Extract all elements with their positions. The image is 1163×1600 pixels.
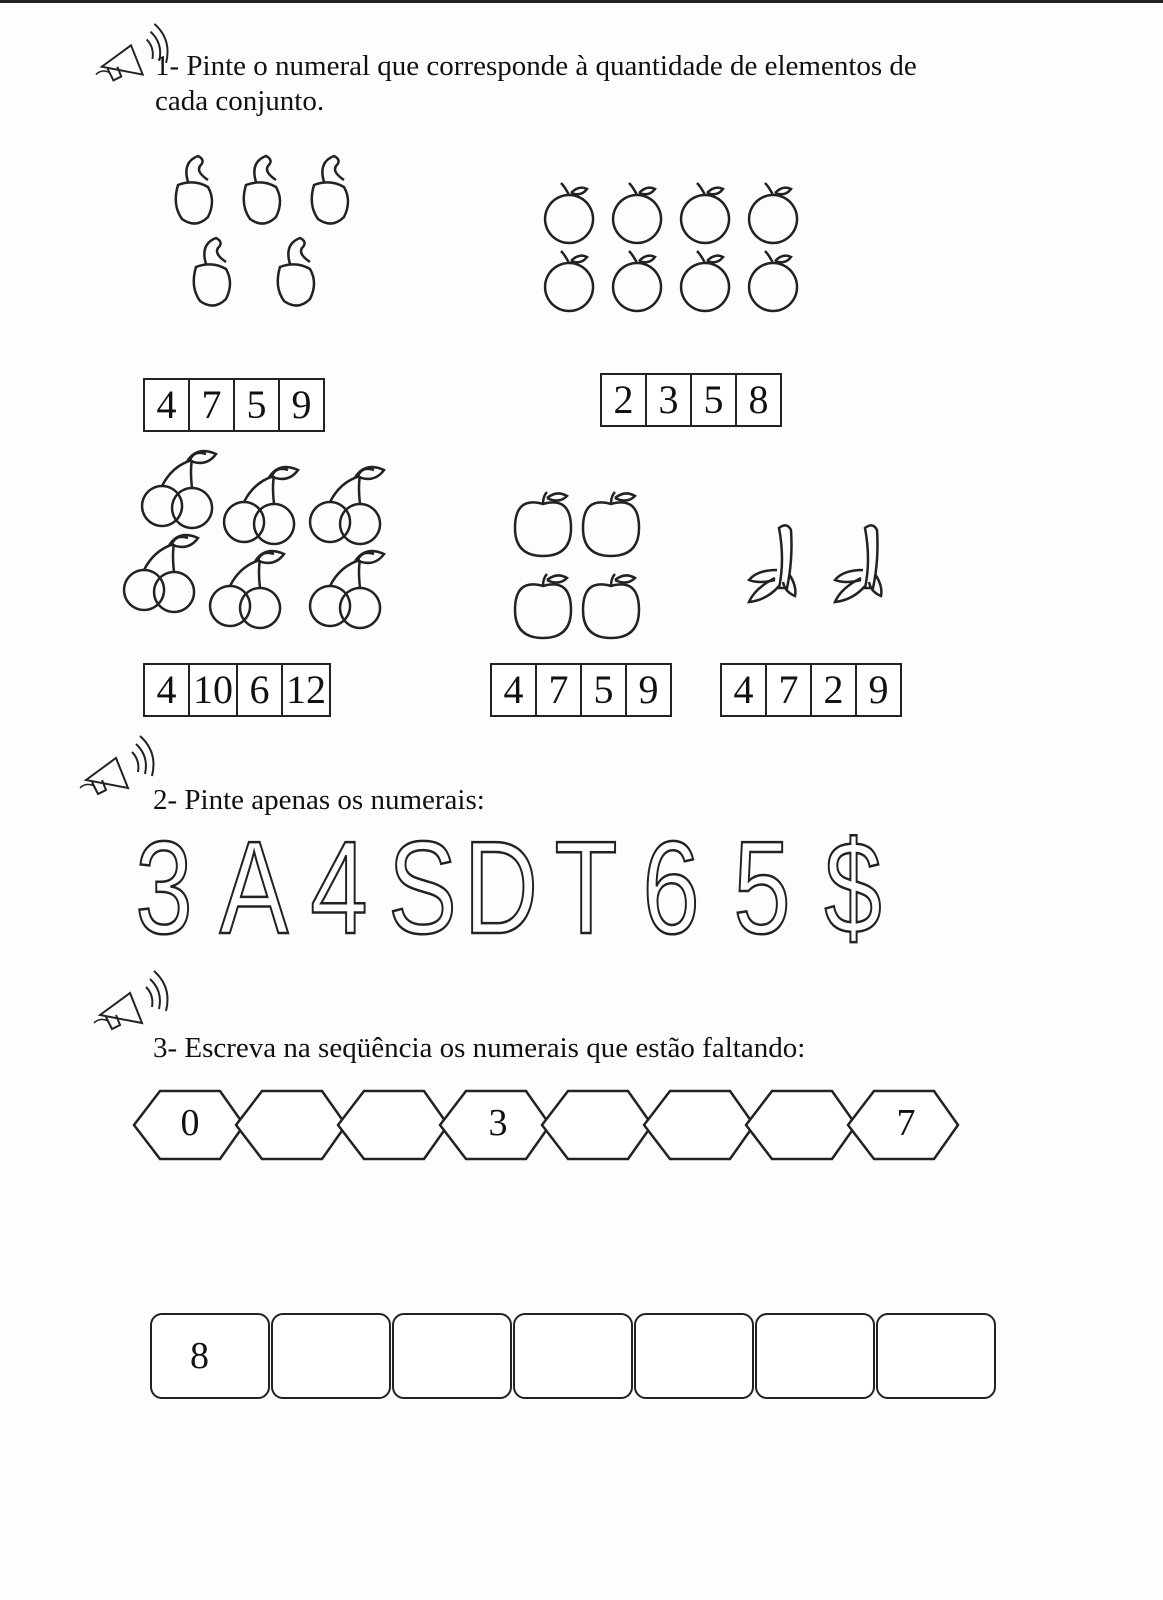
outline-character[interactable]: $ [824, 814, 882, 961]
cherries-group [122, 450, 402, 640]
hex-value[interactable]: 0 [180, 1102, 200, 1144]
option-cell[interactable]: 9 [638, 667, 659, 712]
option-cell[interactable]: 7 [190, 380, 235, 430]
banana-icon [749, 525, 795, 602]
page-top-border [0, 0, 1163, 3]
option-cell[interactable]: 12 [286, 667, 326, 712]
sequence-box[interactable] [634, 1313, 754, 1399]
option-cell[interactable]: 7 [537, 665, 582, 715]
sequence-box[interactable] [271, 1313, 391, 1399]
outline-character[interactable]: 5 [733, 814, 791, 961]
q1-title-line1: 1- Pinte o numeral que corresponde à quantidade de elementos de [155, 50, 917, 82]
option-cell[interactable]: 5 [235, 380, 280, 430]
hex-value[interactable]: 7 [896, 1102, 916, 1144]
option-cell[interactable]: 2 [602, 375, 647, 425]
option-cell[interactable]: 4 [145, 380, 190, 430]
orange-icon [681, 183, 729, 243]
option-cell[interactable]: 5 [692, 375, 737, 425]
option-cell[interactable]: 7 [767, 665, 812, 715]
hex-value[interactable]: 3 [488, 1102, 508, 1144]
outline-character[interactable]: D [463, 814, 539, 961]
cashew-group [170, 150, 370, 310]
option-cell[interactable]: 10 [190, 665, 238, 715]
orange-icon [749, 251, 797, 311]
orange-icon [613, 251, 661, 311]
orange-icon [545, 251, 593, 311]
outline-character[interactable]: S [388, 814, 457, 961]
cherries-icon [310, 551, 384, 628]
set4-number-options [490, 663, 672, 717]
q2-title: 2- Pinte apenas os numerais: [153, 784, 485, 816]
q2-character-row [118, 814, 894, 961]
apple-icon [515, 574, 571, 638]
set1-number-options [143, 378, 325, 432]
sequence-box[interactable] [876, 1313, 996, 1399]
set2-number-options [600, 373, 782, 427]
set3-number-options [143, 663, 331, 717]
option-cell[interactable]: 2 [812, 665, 857, 715]
apple-icon [583, 574, 639, 638]
option-cell[interactable]: 4 [722, 665, 767, 715]
orange-icon [681, 251, 729, 311]
cashew-icon [278, 238, 314, 306]
cherries-icon [224, 467, 298, 544]
cashew-icon [244, 156, 280, 224]
banana-group [745, 520, 915, 620]
option-cell[interactable]: 9 [868, 667, 889, 712]
outline-character[interactable]: 3 [135, 814, 193, 961]
cherries-icon [210, 551, 284, 628]
option-cell[interactable]: 9 [291, 382, 312, 427]
outline-character[interactable]: 4 [310, 814, 368, 961]
apple-icon [515, 492, 571, 556]
orange-group [545, 183, 815, 333]
sequence-box[interactable] [392, 1313, 512, 1399]
megaphone-icon [76, 725, 156, 815]
sequence-box[interactable] [150, 1313, 270, 1399]
hexagon-values [134, 1085, 964, 1165]
sequence-box[interactable] [755, 1313, 875, 1399]
set5-number-options [720, 663, 902, 717]
cashew-icon [312, 156, 348, 224]
sequence-box[interactable] [513, 1313, 633, 1399]
option-cell[interactable]: 3 [647, 375, 692, 425]
option-cell[interactable]: 6 [238, 665, 283, 715]
outline-character[interactable]: 6 [642, 814, 700, 961]
q1-title-line2: cada conjunto. [155, 85, 325, 117]
cherries-icon [310, 467, 384, 544]
orange-icon [545, 183, 593, 243]
outline-character[interactable]: A [219, 814, 289, 961]
apple-icon [583, 492, 639, 556]
box-value: 8 [190, 1335, 209, 1377]
q3-title: 3- Escreva na seqüência os numerais que estão faltando: [153, 1032, 806, 1064]
cashew-icon [176, 156, 212, 224]
cherries-icon [124, 535, 198, 612]
orange-icon [613, 183, 661, 243]
banana-icon [835, 525, 881, 602]
option-cell[interactable]: 4 [145, 665, 190, 715]
outline-character[interactable]: T [554, 814, 618, 961]
option-cell[interactable]: 5 [582, 665, 627, 715]
orange-icon [749, 183, 797, 243]
apple-group [515, 490, 665, 650]
cashew-icon [194, 238, 230, 306]
cherries-icon [142, 451, 216, 528]
option-cell[interactable]: 8 [748, 377, 769, 422]
option-cell[interactable]: 4 [492, 665, 537, 715]
